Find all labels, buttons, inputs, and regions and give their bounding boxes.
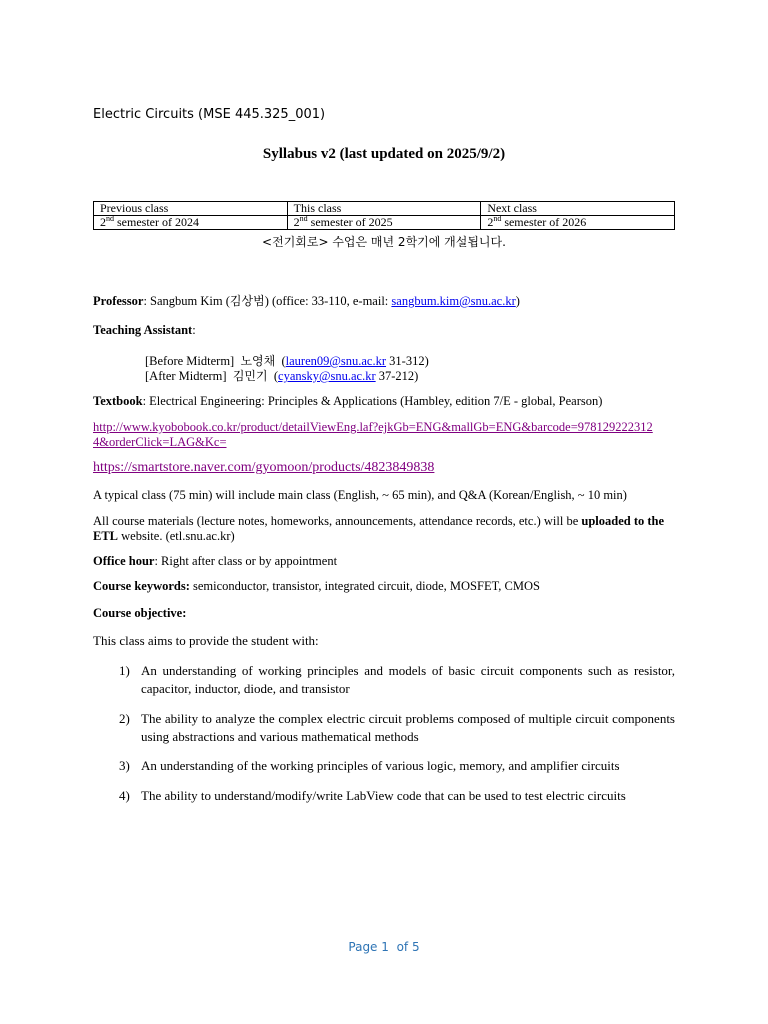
- ta-after-email-link[interactable]: cyansky@snu.ac.kr: [278, 369, 376, 383]
- objective-item-number: 1): [119, 663, 130, 678]
- ta-before-name: 노영채: [240, 354, 276, 368]
- objective-item-text: An understanding of working principles and models of basic circuit components such as resistor, capacitor, inductor, diode, and transistor: [141, 663, 675, 696]
- this-class-semester: 2nd semester of 2025: [287, 216, 481, 230]
- smartstore-link[interactable]: https://smartstore.naver.com/gyomoon/products/4823849838: [93, 460, 435, 475]
- objective-intro: This class aims to provide the student with:: [93, 633, 319, 648]
- class-table-header-row: [94, 202, 675, 216]
- keywords-line: Course keywords: semiconductor, transistor, integrated circuit, diode, MOSFET, CMOS: [93, 579, 540, 593]
- keywords-label: Course keywords:: [93, 579, 190, 593]
- ta-label: Teaching Assistant: [93, 323, 193, 337]
- page-number: 1: [381, 940, 389, 954]
- typical-class-line: A typical class (75 min) will include main class (English, ~ 65 min), and Q&A (Korean/English, ~ 10 min): [93, 488, 627, 502]
- kyobobook-link-block: [93, 420, 675, 450]
- textbook-line: Textbook: Electrical Engineering: Principles & Applications (Hambley, edition 7/E - global, Pearson): [93, 394, 603, 408]
- objective-item-text: The ability to understand/modify/write LabView code that can be used to test electric circuits: [141, 788, 626, 803]
- syllabus-title: Syllabus v2 (last updated on 2025/9/2): [262, 146, 506, 162]
- page-total: 5: [411, 940, 420, 954]
- objective-item-number: 2): [119, 711, 130, 726]
- class-table: [93, 201, 675, 230]
- professor-label: Professor: [93, 294, 144, 308]
- ta-after-name: 김민기: [232, 369, 268, 383]
- header-this-class: This class: [287, 202, 481, 216]
- next-class-semester: 2nd semester of 2026: [481, 216, 675, 230]
- page-footer: Page 1 of 5: [348, 940, 420, 954]
- course-header: Electric Circuits (MSE 445.325_001): [93, 107, 326, 122]
- materials-etl-bold: uploaded to the ETL: [93, 514, 665, 543]
- kyobobook-link[interactable]: http://www.kyobobook.co.kr/product/detailViewEng.laf?ejkGb=ENG&mallGb=ENG&barcode=978129222312 4&orderClick=LAG&Kc=: [93, 420, 653, 449]
- class-table-row: [94, 216, 675, 230]
- header-previous-class: Previous class: [94, 202, 288, 216]
- ta-before-midterm: [Before Midterm] 노영채 (lauren09@snu.ac.kr 31-312): [145, 354, 429, 368]
- professor-email-link[interactable]: sangbum.kim@snu.ac.kr: [391, 294, 516, 308]
- professor-line: Professor: Sangbum Kim (김상범) (office: 33-110, e-mail: sangbum.kim@snu.ac.kr): [93, 294, 520, 308]
- previous-class-semester: 2nd semester of 2024: [94, 216, 288, 230]
- smartstore-link-block: [93, 460, 675, 475]
- objective-item-number: 3): [119, 758, 130, 773]
- objective-label: Course objective:: [93, 606, 187, 620]
- ta-before-email-link[interactable]: lauren09@snu.ac.kr: [285, 354, 387, 368]
- korean-schedule-note: <전기회로> 수업은 매년 2학기에 개설됩니다.: [262, 235, 506, 249]
- materials-line: All course materials (lecture notes, homeworks, announcements, attendance records, etc.) will be uploaded to the ETL website. (etl.snu.ac.kr): [93, 514, 665, 543]
- office-hour-line: Office hour: Right after class or by appointment: [93, 554, 338, 568]
- ta-heading: Teaching Assistant:: [93, 323, 196, 337]
- ta-after-midterm: [After Midterm] 김민기 (cyansky@snu.ac.kr 37-212): [145, 369, 419, 383]
- objective-item-text: The ability to analyze the complex electric circuit problems composed of multiple circuit components using abstractions and various mathematical methods: [141, 711, 675, 744]
- objective-item-text: An understanding of the working principles of various logic, memory, and amplifier circuits: [141, 758, 620, 773]
- office-hour-label: Office hour: [93, 554, 155, 568]
- professor-korean-name: 김상범: [229, 294, 265, 308]
- header-next-class: Next class: [481, 202, 675, 216]
- objective-item-number: 4): [119, 788, 130, 803]
- textbook-label: Textbook: [93, 394, 143, 408]
